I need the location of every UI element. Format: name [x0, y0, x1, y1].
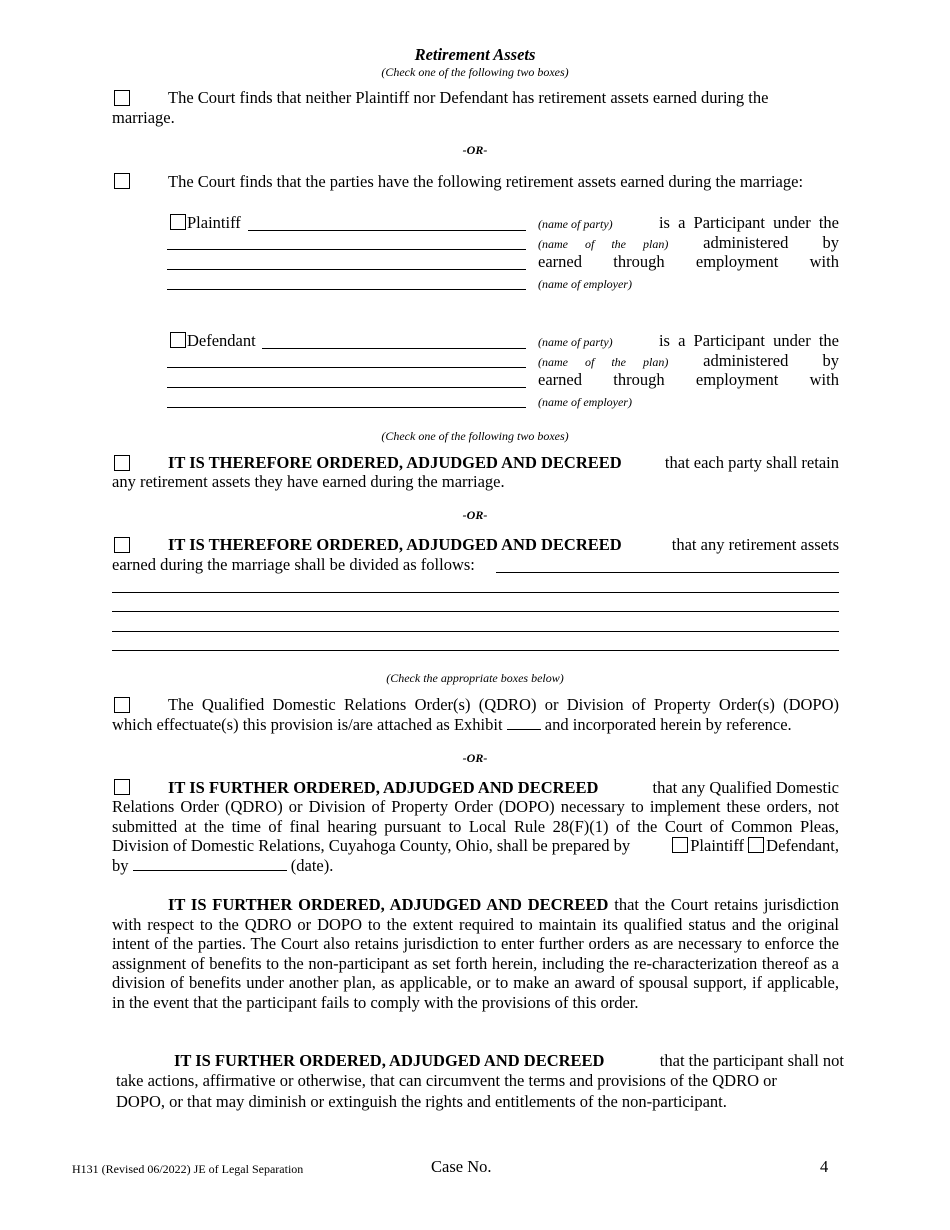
finding-none-text: The Court finds that neither Plaintiff nor Defendant has retirement assets earned during the: [168, 88, 769, 107]
defendant-participant-row: [538, 331, 839, 353]
division-line-0[interactable]: [496, 572, 839, 573]
with-word: with: [809, 370, 839, 389]
checkbox-prepared-by-plaintiff[interactable]: [672, 837, 688, 853]
date-blank[interactable]: [133, 856, 287, 871]
division-line-3[interactable]: [112, 631, 839, 632]
name-of-party-hint: (name of party): [538, 335, 613, 349]
checkbox-prepared-by-defendant[interactable]: [748, 837, 764, 853]
division-line-4[interactable]: [112, 650, 839, 651]
defendant-plan-line-2[interactable]: [167, 387, 526, 388]
or-separator-3: -OR-: [462, 751, 488, 765]
defendant-name-line[interactable]: [262, 348, 526, 349]
order-divide-line1: [168, 535, 839, 555]
circumvent-line1: [174, 1051, 844, 1071]
circumvent-bold: IT IS FURTHER ORDERED, ADJUDGED AND DECREED: [174, 1051, 605, 1070]
earned-word: earned: [538, 252, 582, 271]
prepared-by-options: [672, 836, 839, 856]
plaintiff-plan-line-1[interactable]: [167, 249, 526, 250]
qdro-prepare-line4: [112, 836, 839, 856]
finding-none-tail: marriage.: [112, 108, 175, 127]
footer-case-no: Case No.: [431, 1157, 492, 1176]
defendant-label: Defendant: [187, 331, 256, 350]
with-word: with: [809, 252, 839, 271]
participant-text: is a Participant under the: [658, 331, 839, 350]
instruction-two-boxes: (Check one of the following two boxes): [381, 65, 569, 79]
administered-by-text: administered by: [703, 351, 839, 370]
order-retain-bold: IT IS THEREFORE ORDERED, ADJUDGED AND DECREED: [168, 453, 622, 472]
order-retain-line1: [168, 453, 839, 473]
or-separator-2: -OR-: [462, 508, 488, 522]
prepared-by-plaintiff-label: Plaintiff: [690, 836, 745, 855]
checkbox-plaintiff-participant[interactable]: [170, 214, 186, 230]
footer-form-id: H131 (Revised 06/2022) JE of Legal Separation: [72, 1162, 304, 1176]
checkbox-retirement-assets[interactable]: [114, 173, 130, 189]
qdro-prepare-line1: [168, 778, 839, 798]
or-separator-1: -OR-: [462, 143, 488, 157]
finding-none-paragraph: [112, 88, 839, 108]
finding-assets-text: The Court finds that the parties have the following retirement assets earned during the marriage:: [168, 172, 804, 191]
order-divide-lead: that any retirement assets: [671, 535, 839, 554]
earned-word: earned: [538, 370, 582, 389]
qdro-attached-line2: [112, 715, 792, 735]
plaintiff-plan-line-2[interactable]: [167, 269, 526, 270]
exhibit-blank[interactable]: [507, 715, 541, 730]
qdro-attached-mid: which effectuate(s) this provision is/are attached as Exhibit: [112, 715, 503, 734]
jurisdiction-text: that the Court retains jurisdiction with respect to the QDRO or DOPO to the extent required to maintain its qualified status and the original intent of the parties. The Court also retains jurisdiction to enter further orders as are necessary to enforce the assignment of benefits to the non-participant as set forth herein, including the re-characterization thereof as a division of benefits under another plan, as applicable, or to make an award of spousal support, if applicable, in the event that the participant fails to comply with the provisions of this order.: [112, 895, 839, 1012]
plaintiff-participant-row: [538, 213, 839, 235]
circumvent-line2: take actions, affirmative or otherwise, that can circumvent the terms and provisions of the QDRO or: [116, 1071, 777, 1090]
division-line-2[interactable]: [112, 611, 839, 612]
jurisdiction-paragraph: [112, 895, 839, 1012]
employment-word: employment: [695, 370, 779, 389]
qdro-prepare-text3: submitted at the time of final hearing pursuant to Local Rule 28(F)(1) of the Court of Common Pleas,: [112, 817, 839, 836]
order-divide-bold: IT IS THEREFORE ORDERED, ADJUDGED AND DECREED: [168, 535, 622, 554]
qdro-attached-lead: The Qualified Domestic Relations Order(s) (QDRO) or Division of Property Order(s) (DOPO): [168, 695, 839, 714]
qdro-prepare-text2: Relations Order (QDRO) or Division of Property Order (DOPO) necessary to implement these orders, not: [112, 797, 839, 816]
order-retain-lead: that each party shall retain: [664, 453, 839, 472]
by-label: by: [112, 856, 129, 875]
instruction-two-boxes-2: (Check one of the following two boxes): [381, 429, 569, 443]
through-word: through: [613, 252, 665, 271]
employment-word: employment: [695, 252, 779, 271]
plaintiff-label: Plaintiff: [187, 213, 241, 232]
order-retain-tail: any retirement assets they have earned during the marriage.: [112, 472, 505, 491]
defendant-earned-row: [538, 370, 839, 390]
plaintiff-employer-line[interactable]: [167, 289, 526, 290]
date-label: (date).: [290, 856, 334, 875]
footer-page-number: 4: [820, 1157, 829, 1176]
through-word: through: [613, 370, 665, 389]
checkbox-defendant-participant[interactable]: [170, 332, 186, 348]
qdro-prepare-text4: Division of Domestic Relations, Cuyahoga County, Ohio, shall be prepared by: [112, 836, 631, 855]
plaintiff-name-line[interactable]: [248, 230, 526, 231]
plaintiff-employer-hint: (name of employer): [538, 277, 632, 291]
name-of-party-hint: (name of party): [538, 217, 613, 231]
qdro-attached-tail: and incorporated herein by reference.: [544, 715, 792, 734]
circumvent-line3: DOPO, or that may diminish or extinguish the rights and entitlements of the non-participant.: [116, 1092, 727, 1111]
checkbox-qdro-prepare[interactable]: [114, 779, 130, 795]
defendant-employer-line[interactable]: [167, 407, 526, 408]
jurisdiction-bold: IT IS FURTHER ORDERED, ADJUDGED AND DECREED: [168, 895, 609, 914]
prepared-by-defendant-label: Defendant,: [766, 836, 839, 855]
qdro-prepare-bold: IT IS FURTHER ORDERED, ADJUDGED AND DECREED: [168, 778, 599, 797]
checkbox-order-retain[interactable]: [114, 455, 130, 471]
section-title: Retirement Assets: [414, 45, 536, 64]
name-of-plan-hint: (name of the plan): [538, 355, 669, 369]
order-divide-tail: earned during the marriage shall be divided as follows:: [112, 555, 475, 574]
plaintiff-earned-row: [538, 252, 839, 272]
participant-text: is a Participant under the: [658, 213, 839, 232]
qdro-prepare-text1: that any Qualified Domestic: [652, 778, 839, 797]
circumvent-text1: that the participant shall not: [659, 1051, 844, 1070]
instruction-appropriate: (Check the appropriate boxes below): [386, 671, 564, 685]
name-of-plan-hint: (name of the plan): [538, 237, 669, 251]
defendant-employer-hint: (name of employer): [538, 395, 632, 409]
defendant-plan-line-1[interactable]: [167, 367, 526, 368]
qdro-prepare-by-line: [112, 856, 333, 876]
checkbox-order-divide[interactable]: [114, 537, 130, 553]
division-line-1[interactable]: [112, 592, 839, 593]
administered-by-text: administered by: [703, 233, 839, 252]
checkbox-qdro-attached[interactable]: [114, 697, 130, 713]
